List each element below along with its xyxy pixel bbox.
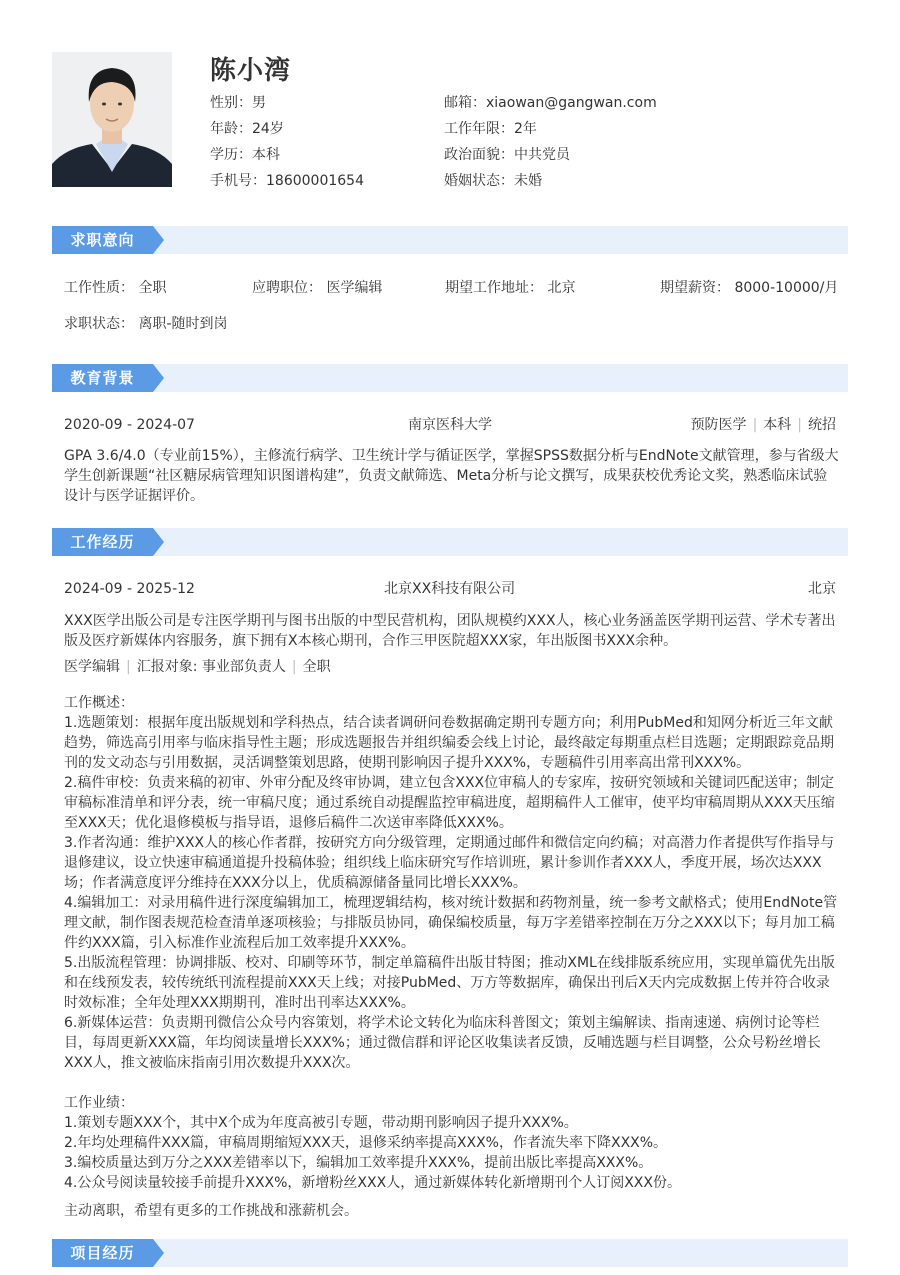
work-achievement-item: 4.公众号阅读量较接手前提升XXX%，新增粉丝XXX人，通过新媒体转化新增期刊个人订阅XXX份。 (64, 1175, 681, 1191)
section-header-education (52, 364, 848, 392)
work-city: 北京 (808, 581, 836, 597)
intent-job-type: 工作性质： 全职 (64, 280, 167, 296)
section-title: 求职意向 (52, 226, 153, 254)
section-title: 教育背景 (52, 364, 153, 392)
section-title: 项目经历 (52, 1239, 153, 1267)
work-overview-item: 4.编辑加工：对录用稿件进行深度编辑加工，梳理逻辑结构，核对统计数据和药物剂量，统一参考文献格式；使用EndNote管理文献，制作图表规范检查清单逐项核验；与排版员协同，确保编校质量，每万字差错率控制在万分之XXX以下；每月加工稿件约XXX篇，引入标准作业流程后加工效率提升XXX%。 (64, 895, 838, 951)
edu-description: GPA 3.6/4.0（专业前15%），主修流行病学、卫生统计学与循证医学，掌握SPSS数据分析与EndNote文献管理，参与省级大学生创新课题“社区糖尿病管理知识图谱构建”，负责文献筛选、Meta分析与论文撰写，成果获校优秀论文奖，熟悉临床试验设计与医学证据评价。 (64, 448, 839, 504)
work-company: 北京XX科技有限公司 (384, 581, 516, 597)
edu-type: 统招 (808, 417, 836, 433)
work-overview-item: 5.出版流程管理：协调排版、校对、印刷等环节，制定单篇稿件出版甘特图；推动XML在线排版系统应用，实现单篇优先出版和在线预发表，较传统纸刊流程提前XXX天上线；对接PubMed、万方等数据库，确保出刊后X天内完成数据上传并符合收录时效标准；全年处理XXX期期刊，准时出刊率达XXX%。 (64, 955, 835, 1011)
info-phone: 手机号：18600001654 (210, 173, 364, 189)
edu-meta: 预防医学 | 本科 | 统招 (690, 417, 836, 433)
edu-school: 南京医科大学 (408, 417, 492, 433)
edu-major: 预防医学 (690, 417, 747, 433)
section-header-intent (52, 226, 848, 254)
work-overview-item: 3.作者沟通：维护XXX人的核心作者群，按研究方向分级管理，定期通过邮件和微信定向约稿；对高潜力作者提供写作指导与退修建议，设立快速审稿通道提升投稿体验；组织线上临床研究写作培训班，累计参训作者XXX人，季度开展，场次达XXX场；作者满意度评分维持在XXX分以上，优质稿源储备量同比增长XXX%。 (64, 835, 835, 891)
work-role: 医学编辑 (64, 659, 120, 675)
info-political-status: 政治面貌：中共党员 (444, 147, 570, 163)
work-overview-item: 1.选题策划：根据年度出版规划和学科热点，结合读者调研问卷数据确定期刊专题方向；利用PubMed和知网分析近三年文献趋势，筛选高引用率与临床指导性主题；形成选题报告并组织编委会线上讨论，最终敲定每期重点栏目选题；定期跟踪竞品期刊的发文动态与引用数据，灵活调整策划思路，使期刊影响因子提升XXX%，专题稿件引用率高出常刊XXX%。 (64, 715, 834, 771)
edu-period: 2020-09 - 2024-07 (64, 417, 195, 433)
work-overview-item: 2.稿件审校：负责来稿的初审、外审分配及终审协调，建立包含XXX位审稿人的专家库，按研究领域和关键词匹配送审；制定审稿标准清单和评分表，统一审稿尺度；通过系统自动提醒监控审稿进度，超期稿件人工催审，使平均审稿周期从XXX天压缩至XXX天；优化退修模板与指导语，退修后稿件二次送审率降低XXX%。 (64, 775, 835, 831)
work-achievement-item: 2.年均处理稿件XXX篇，审稿周期缩短XXX天，退修采纳率提高XXX%，作者流失率下降XXX%。 (64, 1135, 668, 1151)
basic-info-right (444, 90, 657, 194)
work-company-intro: XXX医学出版公司是专注医学期刊与图书出版的中型民营机构，团队规模约XXX人，核心业务涵盖医学期刊运营、学术专著出版及医疗新媒体内容服务，旗下拥有X本核心期刊，合作三甲医院超XXX家，年出版图书XXX余种。 (64, 613, 836, 649)
info-gender: 性别：男 (210, 95, 266, 111)
intent-position: 应聘职位： 医学编辑 (252, 280, 383, 296)
info-work-years: 工作年限：2年 (444, 121, 537, 137)
work-achievement-item: 1.策划专题XXX个，其中X个成为年度高被引专题，带动期刊影响因子提升XXX%。 (64, 1115, 578, 1131)
work-meta: 医学编辑 | 汇报对象: 事业部负责人 | 全职 (64, 659, 331, 675)
info-age: 年龄：24岁 (210, 121, 284, 137)
work-report-to: 汇报对象: 事业部负责人 (136, 659, 286, 675)
edu-degree: 本科 (763, 417, 792, 433)
info-marital-status: 婚姻状态：未婚 (444, 173, 542, 189)
intent-status: 求职状态： 离职-随时到岗 (64, 316, 228, 332)
info-education: 学历：本科 (210, 147, 280, 163)
work-overview-item: 6.新媒体运营：负责期刊微信公众号内容策划，将学术论文转化为临床科普图文；策划主编解读、指南速递、病例讨论等栏目，每周更新XXX篇，年均阅读量增长XXX%；通过微信群和评论区收集读者反馈，反哺选题与栏目调整，公众号粉丝增长XXX人，推文被临床指南引用次数提升XXX次。 (64, 1015, 821, 1071)
work-details (64, 693, 840, 1221)
work-achievement-item: 3.编校质量达到万分之XXX差错率以下，编辑加工效率提升XXX%，提前出版比率提高XXX%。 (64, 1155, 653, 1171)
candidate-name: 陈小湾 (210, 56, 292, 86)
avatar (52, 52, 172, 187)
work-period: 2024-09 - 2025-12 (64, 581, 195, 597)
work-employment: 全职 (302, 659, 331, 675)
work-achievements-title: 工作业绩： (64, 1095, 134, 1111)
basic-info-left (210, 90, 364, 194)
profile-photo (52, 52, 172, 187)
section-header-project (52, 1239, 848, 1267)
work-leave-reason: 主动离职，希望有更多的工作挑战和涨薪机会。 (64, 1203, 358, 1219)
intent-salary: 期望薪资： 8000-10000/月 (660, 280, 839, 296)
info-email: 邮箱：xiaowan@gangwan.com (444, 95, 657, 111)
section-header-work (52, 528, 848, 556)
work-overview-title: 工作概述： (64, 695, 134, 711)
intent-location: 期望工作地址： 北京 (445, 280, 576, 296)
section-title: 工作经历 (52, 528, 153, 556)
